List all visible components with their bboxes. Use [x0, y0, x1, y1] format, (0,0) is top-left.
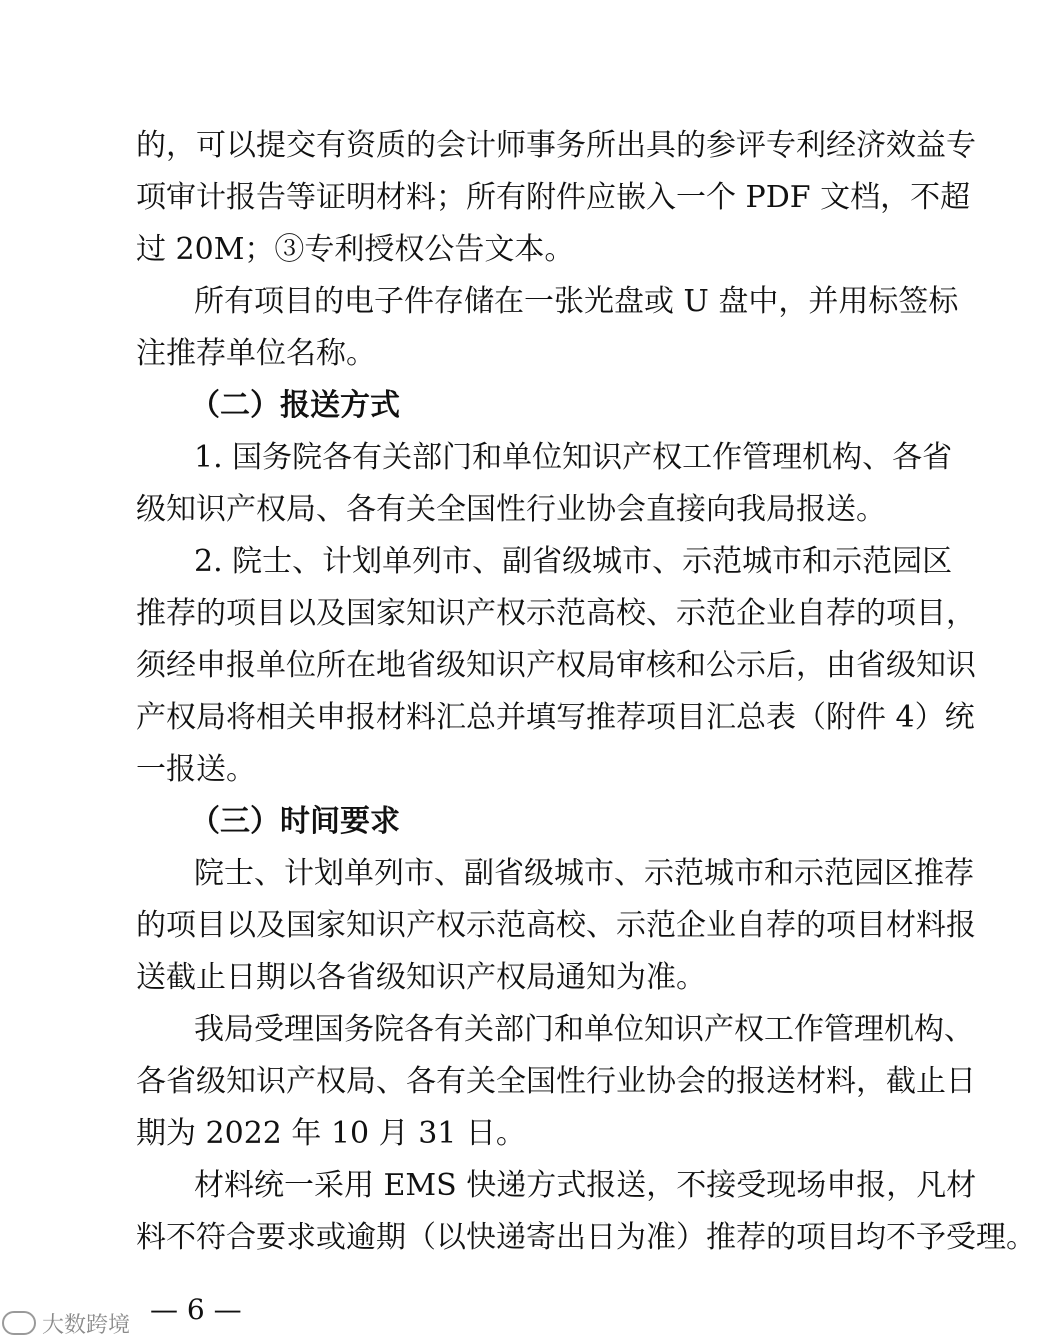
section-heading-time-requirements: （三）时间要求 — [190, 804, 400, 839]
item-2-line-3: 须经申报单位所在地省级知识产权局审核和公示后，由省级知识 — [136, 648, 976, 683]
item-2-line-4: 产权局将相关申报材料汇总并填写推荐项目汇总表（附件 4）统 — [136, 700, 975, 735]
item-1-line-1: 1. 国务院各有关部门和单位知识产权工作管理机构、各省 — [194, 440, 953, 475]
text-line-3: 过 20M；③专利授权公告文本。 — [136, 232, 575, 267]
paragraph-storage-line-1: 所有项目的电子件存储在一张光盘或 U 盘中，并用标签标 — [194, 284, 959, 319]
text-line-2: 项审计报告等证明材料；所有附件应嵌入一个 PDF 文档，不超 — [136, 180, 971, 215]
watermark-text: 大数跨境 — [42, 1312, 131, 1338]
watermark — [2, 1306, 130, 1340]
item-2-line-2: 推荐的项目以及国家知识产权示范高校、示范企业自荐的项目， — [136, 596, 976, 631]
paragraph-storage-line-2: 注推荐单位名称。 — [136, 336, 376, 371]
section-heading-submission-method: （二）报送方式 — [190, 388, 400, 423]
text-line-1: 的，可以提交有资质的会计师事务所出具的参评专利经济效益专 — [136, 128, 976, 163]
deadline-paragraph-line-2: 各省级知识产权局、各有关全国性行业协会的报送材料，截止日 — [136, 1064, 976, 1099]
page-number: — 6 — — [150, 1293, 242, 1326]
ems-paragraph-line-1: 材料统一采用 EMS 快递方式报送，不接受现场申报，凡材 — [194, 1168, 977, 1203]
time-paragraph-line-2: 的项目以及国家知识产权示范高校、示范企业自荐的项目材料报 — [136, 908, 976, 943]
time-paragraph-line-1: 院士、计划单列市、副省级城市、示范城市和示范园区推荐 — [194, 856, 974, 891]
item-1-line-2: 级知识产权局、各有关全国性行业协会直接向我局报送。 — [136, 492, 886, 527]
watermark-logo-icon — [2, 1311, 36, 1335]
deadline-paragraph-line-3: 期为 2022 年 10 月 31 日。 — [136, 1116, 526, 1151]
time-paragraph-line-3: 送截止日期以各省级知识产权局通知为准。 — [136, 960, 706, 995]
item-2-line-1: 2. 院士、计划单列市、副省级城市、示范城市和示范园区 — [194, 544, 953, 579]
item-2-line-5: 一报送。 — [136, 752, 256, 787]
deadline-paragraph-line-1: 我局受理国务院各有关部门和单位知识产权工作管理机构、 — [194, 1012, 974, 1047]
ems-paragraph-line-2: 料不符合要求或逾期（以快递寄出日为准）推荐的项目均不予受理。 — [136, 1220, 1036, 1255]
